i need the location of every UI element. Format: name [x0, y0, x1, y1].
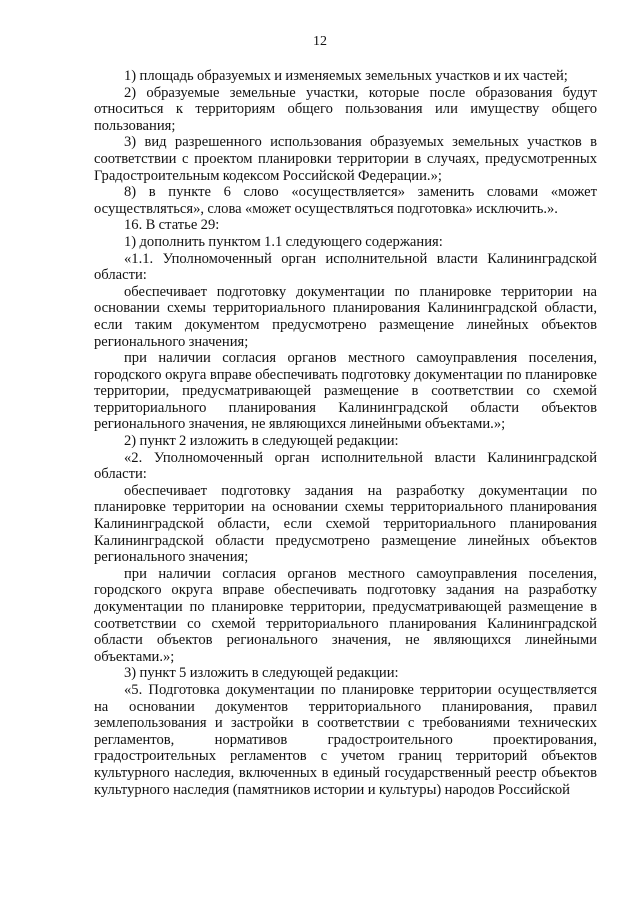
paragraph: 2) пункт 2 изложить в следующей редакции:: [124, 433, 399, 450]
paragraph: при наличии согласия органов местного самоуправления поселения, городского округа вправе обеспечивать подготовку задания на разработку документации по планировке территории, предусматривающей размещение в соответствии со схемой территориального планирования Калининградской области объектов регионального значения, не являющихся линейными объектами.»;: [94, 565, 597, 665]
paragraph: «5. Подготовка документации по планировке территории осуществляется на основании документов территориального планирования, правил землепользования и застройки в соответствии с требованиями технических регламентов, нормативов градостроительного проектирования, градостроительных регламентов с учетом границ территорий объектов культурного наследия, включенных в единый государственный реестр объектов культурного наследия (памятников истории и культуры) народов Российской: [94, 681, 597, 798]
paragraph: обеспечивает подготовку задания на разработку документации по планировке территории на основании схемы территориального планирования Калининградской области, если схемой территориального планирования Калининградской области предусмотрено размещение линейных объектов регионального значения;: [94, 482, 597, 566]
paragraph: 2) образуемые земельные участки, которые после образования будут относиться к территориям общего пользования или имуществу общего пользования;: [94, 84, 597, 134]
page-number: 12: [313, 34, 327, 49]
paragraph: обеспечивает подготовку документации по планировке территории на основании схемы территориального планирования Калининградской области, если таким документом предусмотрено размещение линейных объектов регионального значения;: [94, 283, 597, 350]
paragraph: 1) дополнить пунктом 1.1 следующего содержания:: [124, 233, 443, 250]
paragraph: при наличии согласия органов местного самоуправления поселения, городского округа вправе обеспечивать подготовку документации по планировке территории, предусматривающей размещение в соответствии со схемой территориального планирования Калининградской области объектов регионального значения, не являющихся линейными объектами.»;: [94, 350, 597, 433]
paragraph: 3) вид разрешенного использования образуемых земельных участков в соответствии с проектом планировки территории в случаях, предусмотренных Градостроительным кодексом Российской Федерации.»;: [94, 134, 597, 184]
paragraph: 16. В статье 29:: [124, 217, 220, 234]
paragraph: «2. Уполномоченный орган исполнительной власти Калининградской области:: [94, 449, 597, 483]
document-body: [94, 68, 597, 798]
paragraph: 8) в пункте 6 слово «осуществляется» заменить словами «может осуществляться», слова «может осуществляться подготовка» исключить.».: [94, 184, 597, 217]
paragraph: «1.1. Уполномоченный орган исполнительной власти Калининградской области:: [94, 250, 597, 284]
paragraph: 3) пункт 5 изложить в следующей редакции:: [124, 665, 399, 682]
paragraph: 1) площадь образуемых и изменяемых земельных участков и их частей;: [124, 68, 568, 84]
